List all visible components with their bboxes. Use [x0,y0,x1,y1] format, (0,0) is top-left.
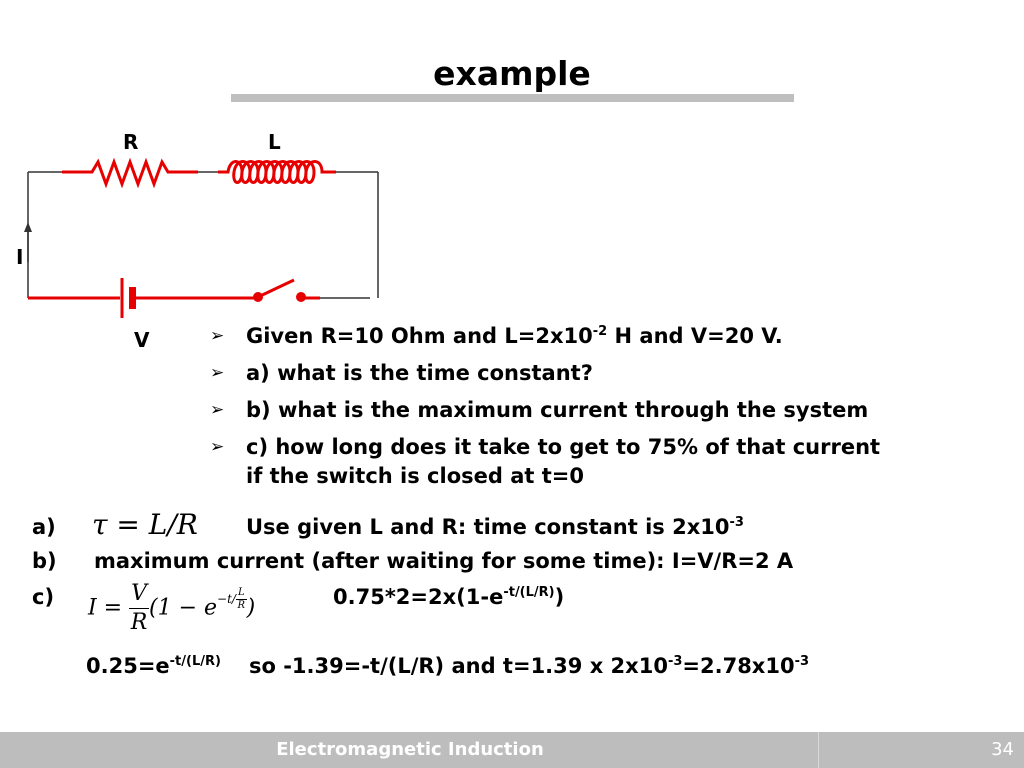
exponent: -2 [592,324,608,339]
solution-text: so -1.39=-t/(L/R) and t=1.39 x 2x10 [248,654,668,678]
fraction-denominator: R [237,599,246,611]
time-constant-formula: τ = L/R [92,508,198,541]
title-underline [231,94,794,102]
arrow-bullet-icon: ➢ [210,326,225,346]
bullet-given [210,322,970,351]
bullet-c [210,433,886,491]
arrow-bullet-icon: ➢ [210,437,225,457]
fraction-denominator: R [130,610,148,635]
fraction-numerator: L [237,586,245,598]
exponent: -3 [794,654,810,669]
bullet-text: Given R=10 Ohm and L=2x10 [246,324,593,348]
current-label: I [16,245,24,269]
rl-circuit-diagram [0,110,400,320]
resistor-symbol [62,162,198,184]
solution-text: ) [554,585,565,609]
formula-lhs: I = [88,595,123,621]
current-arrow [24,222,32,262]
page-number: 34 [991,739,1014,760]
fraction-l-over-r [236,587,247,612]
solution-c-label: c) [32,585,55,609]
solution-a-label: a) [32,515,56,539]
formula-exponent: −t/ [217,591,236,606]
bullet-text: c) how long does it take to get to 75% of that current if the switch is closed at t=0 [246,435,881,488]
bullet-b [210,396,970,425]
bullet-text: H and V=20 V. [607,324,783,348]
battery-symbol [122,278,136,318]
exponent: -3 [667,654,683,669]
footer-divider [818,732,819,768]
fraction-numerator: V [129,580,149,609]
slide-title: example [433,54,591,93]
bullet-text: a) what is the time constant? [246,361,593,385]
footer-title: Electromagnetic Induction [276,739,544,760]
exponent: -t/(L/R) [169,654,221,669]
bullet-a [210,359,970,388]
exponent: -t/(L/R) [503,585,555,600]
switch-symbol [253,280,306,302]
current-growth-formula [88,580,255,637]
solution-text: 0.75*2=2x(1-e [333,585,504,609]
formula-paren: ) [246,595,256,621]
inductor-symbol [218,162,336,183]
voltage-label: V [134,328,150,352]
slide-footer [0,732,1024,768]
solution-b-text: maximum current (after waiting for some time): I=V/R=2 A [94,549,794,573]
exponent: -3 [729,515,744,530]
bullet-text: b) what is the maximum current through the system [246,398,869,422]
arrow-bullet-icon: ➢ [210,400,225,420]
resistor-label: R [123,130,139,154]
arrow-bullet-icon: ➢ [210,363,225,383]
question-list [210,322,970,499]
fraction-v-over-r [129,580,149,637]
inductor-label: L [268,130,281,154]
solution-text: =2.78x10 [682,654,795,678]
formula-paren: (1 − e [149,595,218,621]
solution-a-text [246,513,744,541]
solution-b-label: b) [32,549,57,573]
solution-text: 0.25=e [86,654,170,678]
solution-text: Use given L and R: time constant is 2x10 [246,515,730,539]
solution-final-line [86,652,809,680]
solution-c-equation [333,583,564,611]
